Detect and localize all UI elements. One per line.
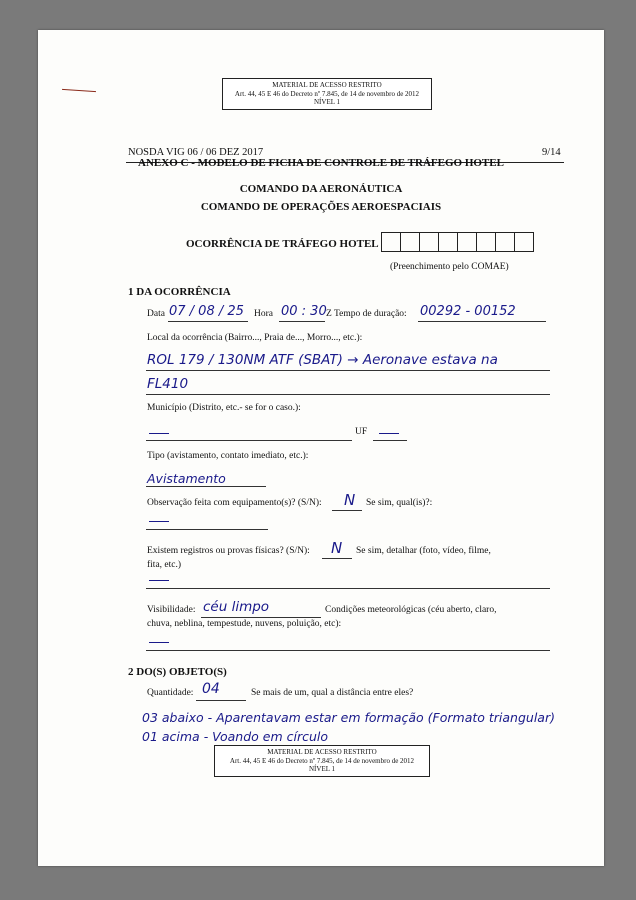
quantity-value: 04 — [202, 681, 220, 697]
restricted-line1: MATERIAL DE ACESSO RESTRITO — [267, 748, 377, 756]
records-underline2 — [146, 588, 550, 589]
visibility-underline — [201, 617, 321, 618]
restricted-line1: MATERIAL DE ACESSO RESTRITO — [272, 81, 382, 89]
command-title: COMANDO DA AERONÁUTICA — [239, 183, 403, 195]
equipment-blank-mark — [149, 521, 169, 522]
digit-box — [419, 232, 439, 252]
records-blank-mark — [149, 580, 169, 581]
weather-label: Condições meteorológicas (céu aberto, claro, — [325, 605, 497, 615]
page-number: 9/14 — [542, 147, 561, 158]
restricted-line3: NÍVEL 1 — [314, 98, 340, 106]
type-value: Avistamento — [147, 471, 226, 486]
records-underline — [322, 558, 352, 559]
hour-label: Hora — [254, 309, 273, 319]
digit-box — [514, 232, 534, 252]
restricted-line2: Art. 44, 45 E 46 do Decreto nº 7.845, de 14 de novembro de 2012 — [229, 756, 415, 765]
section2-title: 2 DO(S) OBJETO(S) — [128, 666, 227, 678]
equipment-underline — [332, 510, 362, 511]
duration-value: 00292 - 00152 — [420, 304, 516, 319]
visibility-label: Visibilidade: — [147, 605, 196, 615]
location-underline1 — [146, 370, 550, 371]
date-label: Data — [147, 309, 165, 319]
type-label: Tipo (avistamento, contato imediato, etc.): — [147, 451, 309, 461]
distance-label: Se mais de um, qual a distância entre eles? — [251, 688, 414, 698]
hour-value: 00 : 30 — [281, 304, 327, 319]
equipment-which-label: Se sim, qual(is)?: — [366, 498, 433, 508]
digit-box — [476, 232, 496, 252]
weather-label2: chuva, neblina, tempestude, nuvens, poluição, etc): — [147, 619, 342, 629]
date-value: 07 / 08 / 25 — [169, 304, 244, 319]
digit-box — [400, 232, 420, 252]
records-label: Existem registros ou provas físicas? (S/N): — [147, 546, 310, 556]
answer-line1: 03 abaixo - Aparentavam estar em formação (Formato triangular) — [142, 710, 555, 725]
location-label: Local da ocorrência (Bairro..., Praia de..., Morro..., etc.): — [147, 333, 363, 343]
weather-blank-mark — [149, 642, 169, 643]
equipment-label: Observação feita com equipamento(s)? (S/N): — [147, 498, 322, 508]
restricted-line3: NÍVEL 1 — [309, 765, 335, 773]
restricted-line2: Art. 44, 45 E 46 do Decreto nº 7.845, de 14 de novembro de 2012 — [234, 89, 420, 98]
section1-title: 1 DA OCORRÊNCIA — [128, 286, 231, 298]
quantity-label: Quantidade: — [147, 688, 194, 698]
ops-title: COMANDO DE OPERAÇÕES AEROESPACIAIS — [200, 201, 442, 213]
fill-note: (Preenchimento pelo COMAE) — [390, 262, 509, 272]
duration-label: Z Tempo de duração: — [326, 309, 407, 319]
occurrence-number-boxes — [382, 232, 534, 252]
municipality-blank-mark — [149, 433, 169, 434]
restricted-stamp-top — [222, 78, 432, 110]
records-detail-label2: fita, etc.) — [147, 560, 182, 570]
records-detail-label: Se sim, detalhar (foto, vídeo, filme, — [356, 546, 491, 556]
uf-underline — [373, 440, 407, 441]
form-page — [38, 30, 604, 866]
equipment-value: N — [344, 491, 356, 509]
date-underline — [168, 321, 248, 322]
hour-underline — [279, 321, 325, 322]
location-underline2 — [146, 394, 550, 395]
visibility-value: céu limpo — [203, 599, 270, 615]
digit-box — [381, 232, 401, 252]
occurrence-label: OCORRÊNCIA DE TRÁFEGO HOTEL — [186, 238, 379, 250]
municipality-label: Município (Distrito, etc.- se for o caso.): — [147, 403, 301, 413]
answer-line2: 01 acima - Voando em círculo — [142, 729, 329, 744]
digit-box — [438, 232, 458, 252]
digit-box — [495, 232, 515, 252]
annex-title: ANEXO C - MODELO DE FICHA DE CONTROLE DE TRÁFEGO HOTEL — [138, 157, 504, 169]
equipment-which-underline — [146, 529, 268, 530]
municipality-underline — [146, 440, 352, 441]
location-line1: ROL 179 / 130NM ATF (SBAT) → Aeronave estava na — [147, 352, 498, 368]
weather-underline — [146, 650, 550, 651]
stray-pen-mark — [62, 89, 96, 92]
restricted-stamp-bottom — [214, 745, 430, 777]
uf-blank-mark — [379, 433, 399, 434]
digit-box — [457, 232, 477, 252]
uf-label: UF — [355, 427, 368, 437]
type-underline — [146, 486, 266, 487]
records-value: N — [331, 539, 343, 557]
doc-reference: NOSDA VIG 06 / 06 DEZ 2017 — [128, 147, 264, 158]
quantity-underline — [196, 700, 246, 701]
location-line2: FL410 — [147, 376, 189, 392]
duration-underline — [418, 321, 546, 322]
